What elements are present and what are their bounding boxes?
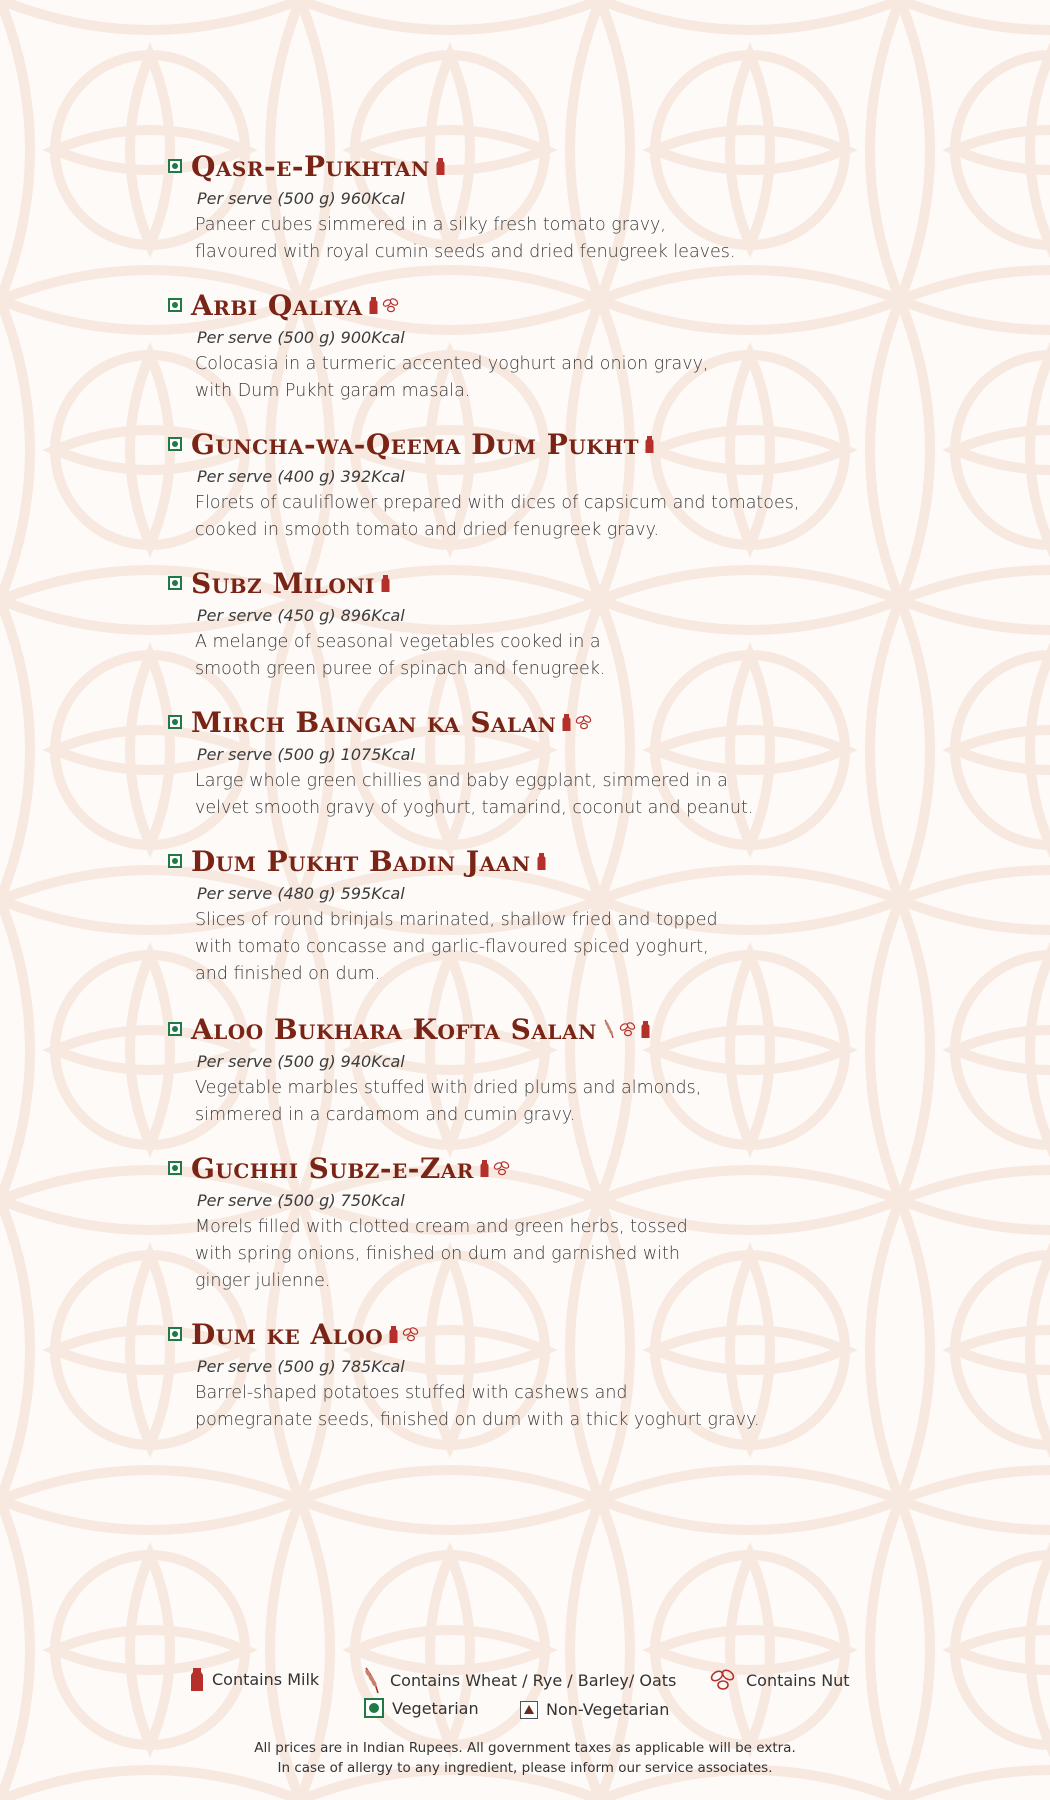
serving-info: Per serve (500 g) 940Kcal	[197, 1052, 405, 1071]
allergy-note: In case of allergy to any ingredient, please inform our service associates.	[277, 1760, 773, 1776]
nut-icon	[574, 713, 594, 731]
menu-item	[168, 841, 988, 988]
nut-icon	[618, 1020, 638, 1038]
dish-description-line: Florets of cauliflower prepared with dices of capsicum and tomatoes,	[195, 493, 800, 513]
dish-description	[195, 351, 988, 405]
veg-indicator-icon	[168, 437, 182, 451]
dish-title-row	[168, 841, 988, 881]
allergen-icons	[381, 574, 390, 593]
allergen-icons	[369, 296, 401, 315]
milk-icon	[641, 1020, 650, 1039]
dish-description	[195, 1214, 988, 1295]
milk-icon	[480, 1159, 489, 1178]
menu-item	[168, 563, 988, 683]
milk-icon	[190, 1666, 204, 1692]
nut-icon	[708, 1666, 738, 1694]
dish-description-line: velvet smooth gravy of yoghurt, tamarind, coconut and peanut.	[195, 798, 754, 818]
legend-wheat-label: Contains Wheat / Rye / Barley/ Oats	[390, 1670, 677, 1690]
dish-description	[195, 907, 988, 988]
veg-indicator-icon	[168, 298, 182, 312]
allergen-icons	[537, 852, 546, 871]
dish-description-line: with tomato concasse and garlic-flavoured spiced yoghurt,	[195, 937, 709, 957]
menu-item	[168, 1314, 988, 1434]
serving-info: Per serve (480 g) 595Kcal	[197, 884, 405, 903]
legend-milk-label: Contains Milk	[212, 1669, 320, 1689]
milk-icon	[537, 852, 546, 871]
dish-name: Dum Pukht Badin Jaan	[191, 844, 531, 878]
dish-description-line: smooth green puree of spinach and fenugreek.	[195, 659, 606, 679]
menu-item	[168, 146, 988, 266]
dish-title-row	[168, 1148, 988, 1188]
serving-info: Per serve (400 g) 392Kcal	[197, 467, 405, 486]
dish-description-line: simmered in a cardamom and cumin gravy.	[195, 1105, 576, 1125]
dish-title-row	[168, 563, 988, 603]
dish-description-line: Paneer cubes simmered in a silky fresh tomato gravy,	[195, 215, 666, 235]
nut-icon	[492, 1159, 512, 1177]
legend-nonveg	[520, 1700, 669, 1719]
dish-description-line: pomegranate seeds, finished on dum with a thick yoghurt gravy.	[195, 1410, 760, 1430]
serving-info: Per serve (500 g) 960Kcal	[197, 189, 405, 208]
dish-title-row	[168, 702, 988, 742]
dish-description-line: Slices of round brinjals marinated, shallow fried and topped	[195, 910, 718, 930]
dish-description-line: flavoured with royal cumin seeds and dried fenugreek leaves.	[195, 242, 736, 262]
dish-description-line: with spring onions, finished on dum and garnished with	[195, 1244, 680, 1264]
veg-indicator-icon	[168, 1022, 182, 1036]
dish-title-row	[168, 424, 988, 464]
dish-name: Qasr-e-Pukhtan	[191, 149, 430, 183]
dish-title-row	[168, 285, 988, 325]
menu-item	[168, 1009, 988, 1129]
allergen-icons	[480, 1159, 512, 1178]
milk-icon	[436, 157, 445, 176]
veg-indicator-icon	[168, 854, 182, 868]
dish-description	[195, 1075, 988, 1129]
veg-indicator-icon	[168, 715, 182, 729]
dish-description-line: with Dum Pukht garam masala.	[195, 381, 471, 401]
milk-icon	[381, 574, 390, 593]
dish-name: Aloo Bukhara Kofta Salan	[191, 1012, 597, 1046]
dish-description	[195, 212, 988, 266]
dish-name: Guncha-wa-Qeema Dum Pukht	[191, 427, 639, 461]
dish-description-line: Morels filled with clotted cream and green herbs, tossed	[195, 1217, 688, 1237]
dish-description-line: ginger julienne.	[195, 1271, 331, 1291]
dish-description-line: cooked in smooth tomato and dried fenugreek gravy.	[195, 520, 660, 540]
menu-item	[168, 702, 988, 822]
wheat-icon	[603, 1019, 615, 1039]
allergen-icons	[603, 1019, 650, 1039]
non-veg-indicator-icon	[520, 1701, 538, 1719]
veg-indicator-icon	[168, 159, 182, 173]
dish-description-line: Vegetable marbles stuffed with dried plums and almonds,	[195, 1078, 702, 1098]
dish-title-row	[168, 146, 988, 186]
allergen-icons	[645, 435, 654, 454]
milk-icon	[645, 435, 654, 454]
dish-name: Mirch Baingan ka Salan	[191, 705, 557, 739]
legend-nut-label: Contains Nut	[746, 1670, 850, 1690]
dish-description-line: Large whole green chillies and baby eggplant, simmered in a	[195, 771, 728, 791]
dish-title-row	[168, 1009, 988, 1049]
menu-item	[168, 285, 988, 405]
dish-description	[195, 629, 988, 683]
dish-name: Dum ke Aloo	[191, 1317, 384, 1351]
legend-nonveg-label: Non-Vegetarian	[546, 1700, 670, 1719]
nut-icon	[381, 296, 401, 314]
milk-icon	[389, 1325, 398, 1344]
dish-description-line: and finished on dum.	[195, 964, 381, 984]
menu-item	[168, 424, 988, 544]
dish-description	[195, 490, 988, 544]
serving-info: Per serve (450 g) 896Kcal	[197, 606, 405, 625]
price-note: All prices are in Indian Rupees. All government taxes as applicable will be extra.	[254, 1740, 796, 1756]
legend-veg-label: Vegetarian	[392, 1698, 479, 1718]
serving-info: Per serve (500 g) 1075Kcal	[197, 745, 415, 764]
veg-indicator-icon	[168, 576, 182, 590]
dish-title-row	[168, 1314, 988, 1354]
dish-name: Arbi Qaliya	[191, 288, 363, 322]
legend-wheat	[362, 1666, 676, 1694]
milk-icon	[369, 296, 378, 315]
legend-veg	[364, 1698, 479, 1718]
dish-name: Guchhi Subz-e-Zar	[191, 1151, 474, 1185]
dish-name: Subz Miloni	[191, 566, 375, 600]
legend-milk	[190, 1666, 319, 1692]
menu-item	[168, 1148, 988, 1295]
dish-description-line: A melange of seasonal vegetables cooked in a	[195, 632, 601, 652]
dish-description-line: Colocasia in a turmeric accented yoghurt and onion gravy,	[195, 354, 709, 374]
veg-indicator-icon	[168, 1327, 182, 1341]
veg-indicator-icon	[168, 1161, 182, 1175]
allergen-icons	[389, 1325, 421, 1344]
serving-info: Per serve (500 g) 750Kcal	[197, 1191, 405, 1210]
allergen-icons	[562, 713, 594, 732]
dish-description-line: Barrel-shaped potatoes stuffed with cashews and	[195, 1383, 628, 1403]
dish-description	[195, 1380, 988, 1434]
milk-icon	[562, 713, 571, 732]
serving-info: Per serve (500 g) 785Kcal	[197, 1357, 405, 1376]
wheat-icon	[362, 1666, 382, 1694]
allergen-icons	[436, 157, 445, 176]
veg-indicator-icon	[364, 1698, 384, 1718]
dish-description	[195, 768, 988, 822]
serving-info: Per serve (500 g) 900Kcal	[197, 328, 405, 347]
legend-note	[0, 1738, 1050, 1778]
nut-icon	[401, 1325, 421, 1343]
legend-nut	[708, 1666, 850, 1694]
